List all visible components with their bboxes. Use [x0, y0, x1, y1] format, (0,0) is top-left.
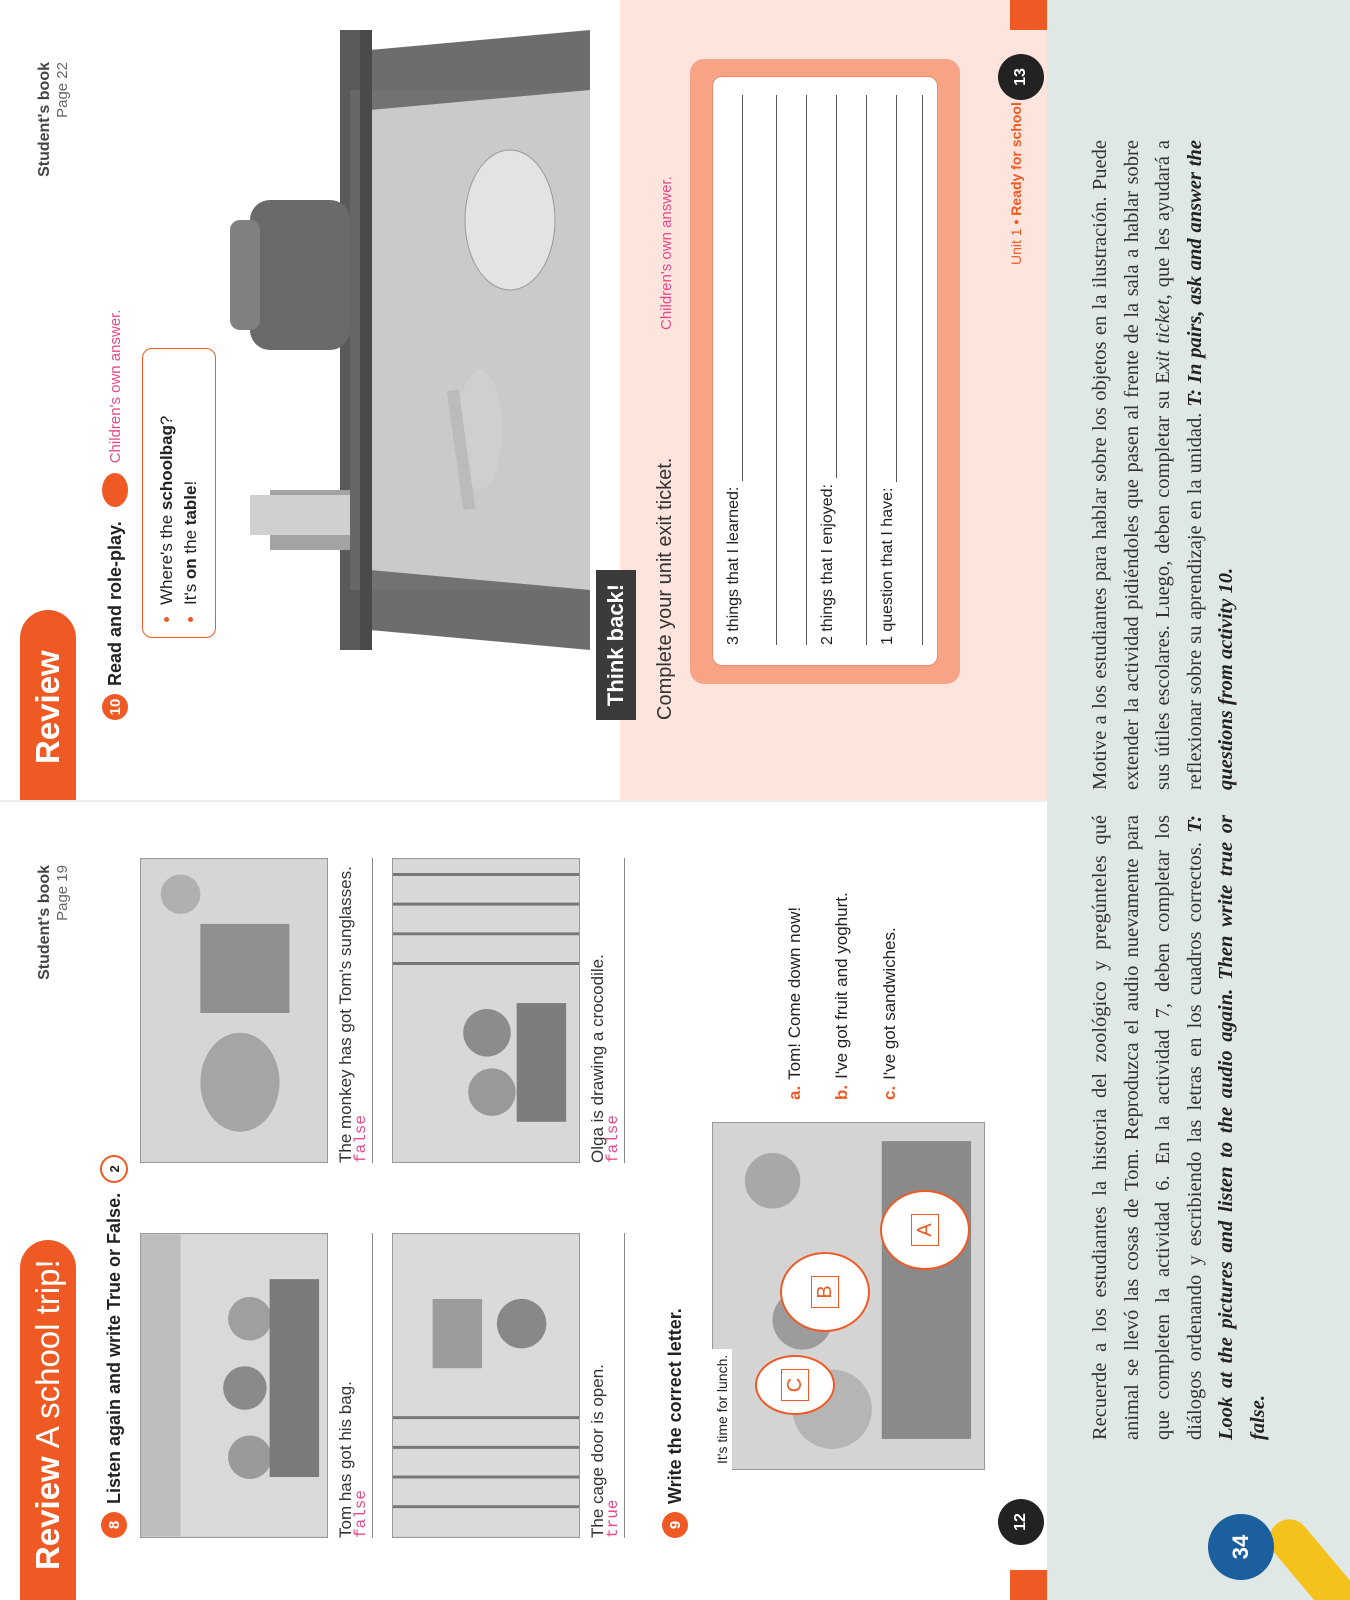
option-text: I've got sandwiches. [880, 927, 899, 1080]
bubble-letter-box[interactable]: A [911, 1214, 939, 1246]
statement-4: Olga is drawing a crocodile. [588, 954, 607, 1163]
exit-ticket-card [712, 76, 938, 666]
answer-1[interactable]: false [352, 1233, 373, 1538]
think-back-label: Think back! [596, 570, 636, 720]
zoo-scene-illustration [141, 1234, 327, 1537]
right-page-title: Review [20, 610, 76, 800]
ticket-blank-line[interactable] [921, 95, 923, 645]
bubble-letter-box[interactable]: C [781, 1369, 809, 1401]
activity-9-title [662, 1308, 688, 1538]
option-letter: c. [880, 1085, 899, 1100]
book-label: Student's book [36, 62, 53, 177]
option-letter: b. [832, 1084, 851, 1100]
children-own-answer-note: Children's own answer. [106, 309, 124, 464]
activity-number: 9 [662, 1512, 688, 1538]
right-page-corner-strip [1010, 0, 1047, 30]
teacher-note-right: Motive a los estudiantes para hablar sobre los objetos en la ilustración. Puede extender la actividad pidiéndoles que pasen al frente de la sala a hablar sobre sus útiles escolares. Luego, deben completar su Exit ticket, que les ayudará a reflexionar sobre su aprendizaje en la unidad. T: In pairs, ask and answer the questions from activity 10. [1089, 139, 1237, 790]
picture-caption: It's time for lunch. [712, 1349, 732, 1470]
option-b [832, 892, 852, 1100]
ticket-blank-line[interactable] [805, 95, 807, 645]
desk-illustration [230, 30, 590, 650]
activity-title-text: Listen again and write True or False. [103, 1192, 124, 1504]
title-rest: A school trip! [29, 1259, 66, 1449]
option-letter: a. [785, 1085, 804, 1100]
answer-4[interactable]: false [604, 858, 625, 1163]
answer-3[interactable]: true [604, 1233, 625, 1538]
role-play-dialog [142, 348, 216, 638]
activity-title-text: Read and role-play. [104, 521, 125, 686]
dialog-answer: • It's on the table! [181, 363, 201, 605]
ticket-line-question[interactable]: 1 question that I have: [879, 95, 897, 645]
audio-track-icon[interactable]: 2 [100, 1155, 128, 1183]
speech-bubble-b [780, 1252, 870, 1332]
unit-footer: Unit 1 • Ready for school [1008, 102, 1024, 265]
page-number-badge: 34 [1208, 1514, 1274, 1580]
teacher-notes-panel [1047, 0, 1350, 1600]
bubble-letter-box[interactable]: B [811, 1276, 839, 1308]
left-page-tab: 12 [998, 1499, 1044, 1545]
zoo-scene-illustration [393, 1234, 579, 1537]
activity-8-title [100, 1155, 128, 1538]
unit-label: Unit 1 [1008, 228, 1024, 265]
statement-2: The monkey has got Tom's sunglasses. [336, 866, 355, 1163]
left-page-title [20, 1240, 76, 1600]
picture-cage-door [392, 1233, 580, 1538]
option-text: Tom! Come down now! [785, 906, 804, 1080]
ticket-blank-line[interactable] [865, 95, 867, 645]
right-book-ref [36, 62, 71, 182]
unit-title: Ready for school [1008, 102, 1024, 216]
speech-bubble-a [880, 1190, 970, 1270]
left-book-ref [36, 865, 71, 985]
picture-tom-bag [140, 1233, 328, 1538]
desk-with-schoolbag-picture [230, 30, 590, 650]
answer-2[interactable]: false [352, 858, 373, 1163]
left-page-corner-strip [1010, 1570, 1047, 1600]
teacher-note-left: Recuerde a los estudiantes la historia del zoológico y pregúnteles qué animal se llevó las cosas de Tom. Reproduzca el audio nuevamente para que completen la actividad 6. En la actividad 7, deben completar los diálogos ordenando y escribiendo las letras en los cuadros correctos. T: Look at the pictures and listen to the audio again. Then write true or false. [1089, 815, 1269, 1440]
option-c [880, 927, 900, 1100]
children-own-answer-note: Children's own answer. [658, 176, 675, 330]
picture-monkey-sunglasses [140, 858, 328, 1163]
ticket-blank-line[interactable] [775, 95, 777, 645]
dialog-question: • Where's the schoolbag? [157, 363, 177, 605]
exit-ticket-instruction: Complete your unit exit ticket. [654, 457, 676, 720]
statement-1: Tom has got his bag. [336, 1381, 355, 1538]
book-label: Student's book [36, 865, 53, 980]
pair-work-icon [102, 473, 128, 507]
picture-olga-drawing [392, 858, 580, 1163]
option-a [785, 907, 805, 1100]
statement-3: The cage door is open. [588, 1364, 607, 1538]
zoo-scene-illustration [393, 859, 579, 1162]
title-bold: Review [29, 1456, 66, 1570]
activity-number: 10 [102, 694, 128, 720]
activity-number: 8 [101, 1512, 127, 1538]
right-page-tab: 13 [998, 54, 1044, 100]
option-text: I've got fruit and yoghurt. [832, 892, 851, 1079]
zoo-scene-illustration [141, 859, 327, 1162]
activity-10-title [102, 310, 128, 721]
book-page: Page 22 [54, 62, 71, 118]
page-gutter [0, 800, 1047, 802]
activity-title-text: Write the correct letter. [664, 1308, 685, 1504]
book-page: Page 19 [54, 865, 71, 921]
teacher-note-right-instruction: T: In pairs, ask and answer the questions from activity 10. [1183, 139, 1237, 790]
ticket-line-enjoyed[interactable]: 2 things that I enjoyed: [819, 95, 837, 645]
teacher-note-left-instruction: T: Look at the pictures and listen to the audio again. Then write true or false. [1183, 815, 1269, 1440]
ticket-line-learned[interactable]: 3 things that I learned: [725, 95, 743, 645]
speech-bubble-c [755, 1355, 835, 1415]
